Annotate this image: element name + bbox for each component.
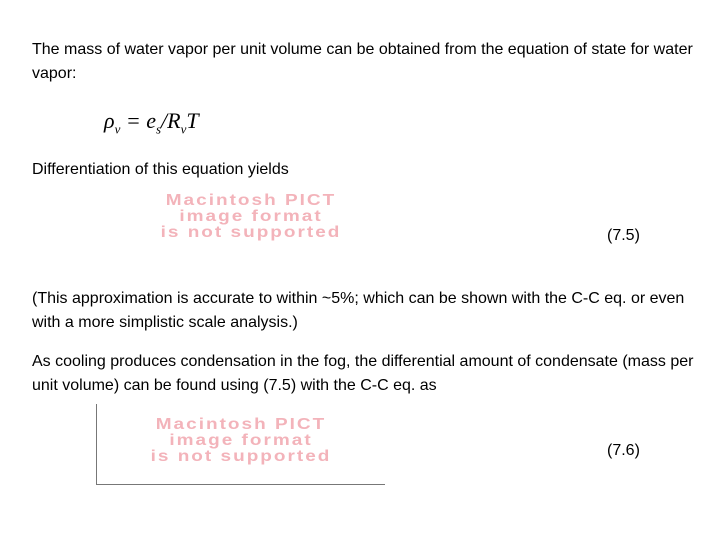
pict-placeholder-image-1: [96, 193, 406, 243]
differentiation-paragraph: Differentiation of this equation yields: [32, 161, 289, 178]
temperature-symbol: T: [186, 108, 199, 133]
equation-number-7-5: (7.5): [607, 227, 640, 244]
equation-of-state: [104, 108, 199, 137]
intro-paragraph: The mass of water vapor per unit volume can be obtained from the equation of state for water vapor:: [32, 41, 693, 82]
pict-line-1: Macintosh PICT: [165, 193, 337, 210]
pict-placeholder-image-2: [96, 404, 385, 485]
es-subscript: s: [155, 121, 162, 137]
rho-subscript: v: [114, 121, 121, 137]
slash-r: /R: [161, 108, 181, 133]
pict-line-3: is not supported: [160, 223, 342, 242]
rho-symbol: ρ: [104, 108, 115, 133]
pict-line-2: image format: [169, 431, 313, 450]
pict-line-1: Macintosh PICT: [155, 415, 327, 434]
r-subscript: v: [180, 121, 187, 137]
cooling-paragraph: As cooling produces condensation in the fog, the differential amount of condensate (mass per unit volume) can be found using (7.5) with the C-C eq. as: [32, 353, 694, 394]
equals-es: = e: [120, 108, 156, 133]
pict-line-2: image format: [179, 207, 323, 226]
approximation-paragraph: (This approximation is accurate to within ~5%; which can be shown with the C-C eq. or even with a more simplistic scale analysis.): [32, 290, 685, 331]
equation-number-7-6: (7.6): [607, 442, 640, 459]
pict-line-3: is not supported: [150, 447, 332, 466]
